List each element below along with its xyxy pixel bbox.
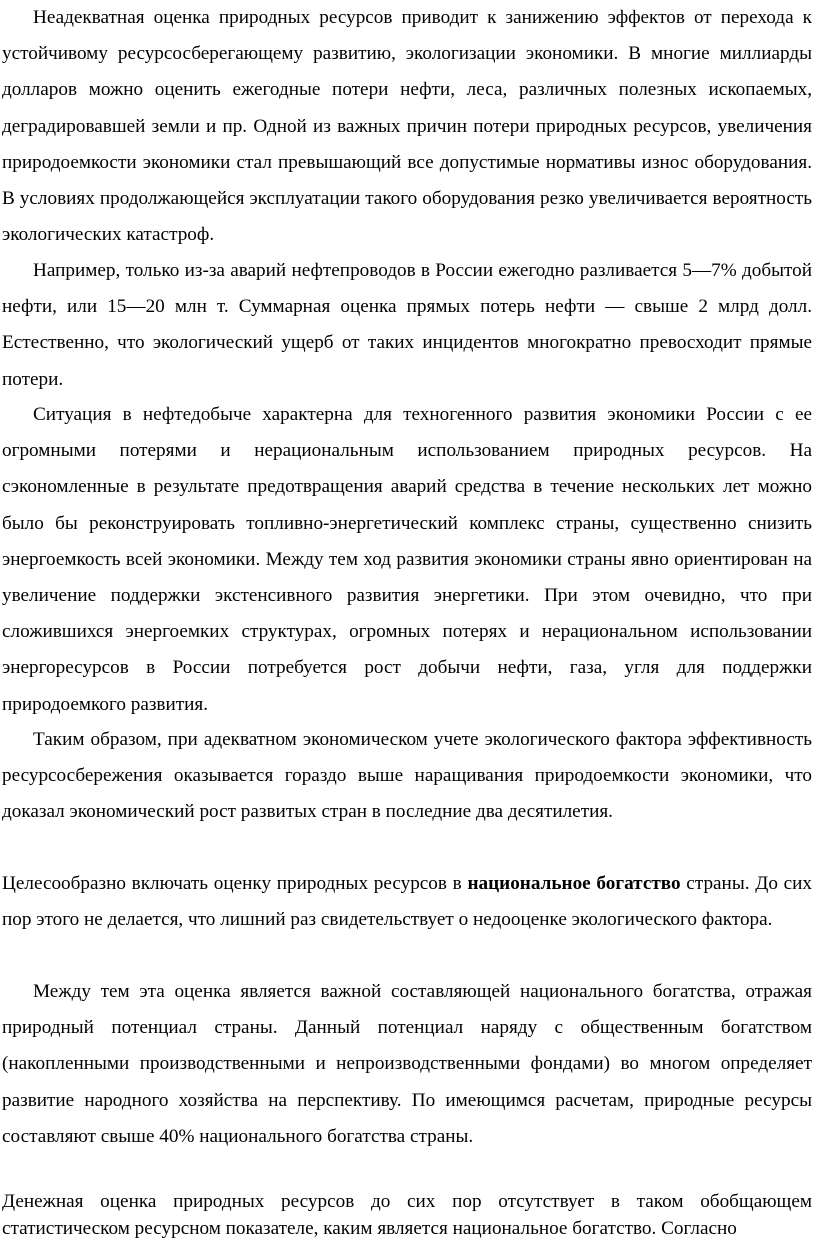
paragraph-conclusion-efficiency: Таким образом, при адекватном экономическом учете экологического фактора эффективность ресурсосбережения оказывается гораздо выше наращивания природоемкости экономики, что доказал экономический рост развитых стран в последние два десятилетия.: [2, 729, 812, 823]
paragraph-monetary-assessment: Денежная оценка природных ресурсов до сих пор отсутствует в таком обобщающем статистическом ресурсном показателе, каким является национальное богатство. Согласно: [2, 1191, 812, 1239]
national-wealth-text-before: Целесообразно включать оценку природных ресурсов в: [2, 873, 468, 894]
paragraph-natural-potential: Между тем эта оценка является важной составляющей национального богатства, отражая природный потенциал страны. Данный потенциал наряду с общественным богатством (накопленными производственными и непроизводственными фондами) во многом определяет развитие народного хозяйства на перспективу. По имеющимся расчетам, природные ресурсы составляют свыше 40% национального богатства страны.: [2, 981, 812, 1147]
paragraph-oil-production-situation: Ситуация в нефтедобыче характерна для техногенного развития экономики России с ее огромными потерями и нерациональным использованием природных ресурсов. На сэкономленные в результате предотвращения аварий средства в течение нескольких лет можно было бы реконструировать топливно-энергетический комплекс страны, существенно снизить энергоемкость всей экономики. Между тем ход развития экономики страны явно ориентирован на увеличение поддержки экстенсивного развития энергетики. При этом очевидно, что при сложившихся энергоемких структурах, огромных потерях и нерациональном использовании энергоресурсов в России потребуется рост добычи нефти, газа, угля для поддержки природоемкого развития.: [2, 404, 812, 715]
paragraph-oil-pipeline-accidents: Например, только из-за аварий нефтепроводов в России ежегодно разливается 5—7% добытой нефти, или 15—20 млн т. Суммарная оценка прямых потерь нефти — свыше 2 млрд долл. Естественно, что экологический ущерб от таких инцидентов многократно превосходит прямые потери.: [2, 260, 812, 390]
national-wealth-bold-term: национальное богатство: [467, 873, 681, 894]
paragraph-national-wealth: [2, 866, 812, 938]
paragraph-resource-assessment: Неадекватная оценка природных ресурсов приводит к занижению эффектов от перехода к устойчивому ресурсосберегающему развитию, экологизации экономики. В многие миллиарды долларов можно оценить ежегодные потери нефти, леса, различных полезных ископаемых, деградировавшей земли и пр. Одной из важных причин потери природных ресурсов, увеличения природоемкости экономики стал превышающий все допустимые нормативы износ оборудования. В условиях продолжающейся эксплуатации такого оборудования резко увеличивается вероятность экологических катастроф.: [2, 7, 812, 246]
national-wealth-text-after: страны. До сих пор этого не делается, что лишний раз свидетельствует о недооценке экологического фактора.: [2, 873, 812, 931]
